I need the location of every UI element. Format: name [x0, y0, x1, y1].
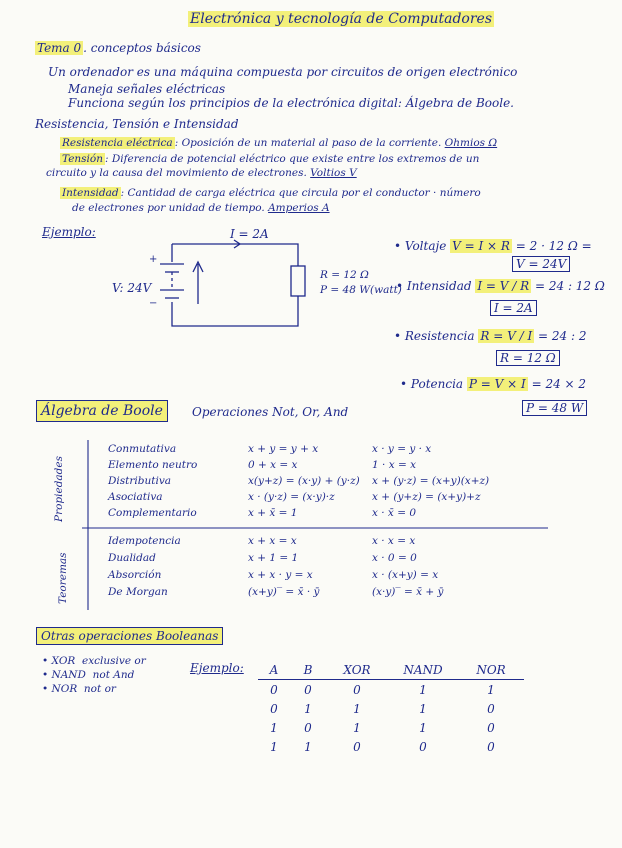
table-cell: 0 [419, 739, 427, 754]
table-cell: 0 [270, 682, 278, 697]
circuit-power: P = 48 W(watt) [320, 284, 402, 296]
page-title: Electrónica y tecnología de Computadores [190, 11, 493, 27]
law-and: (x·y)‾ = x̄ + ȳ [372, 586, 444, 598]
ejemplo-label: Ejemplo: [42, 225, 96, 239]
truth-table-header [258, 660, 524, 680]
formula-voltaje: • Voltaje V = I × R = 2 · 12 Ω = [394, 239, 592, 253]
law-or: x + y = y + x [248, 443, 319, 455]
otras-item-nand: • NAND not And [42, 669, 135, 681]
law-and: x · x̄ = 0 [372, 507, 417, 519]
table-cell: 1 [353, 701, 361, 716]
rti-heading: Resistencia, Tensión e Intensidad [35, 117, 239, 131]
law-or: x + 1 = 1 [248, 552, 299, 564]
law-name: Elemento neutro [108, 459, 198, 471]
law-name: De Morgan [108, 586, 168, 598]
def-resistencia: Resistencia eléctrica : Oposición de un material al paso de la corriente. Ohmios Ω [62, 137, 498, 149]
def-intensidad-line2: de electrones por unidad de tiempo. Amperios A [72, 202, 330, 214]
table-cell: 0 [487, 739, 495, 754]
otras-item-nor: • NOR not or [42, 683, 116, 695]
def-tension: Tensión : Diferencia de potencial eléctrico que existe entre los extremos de un [62, 153, 480, 165]
table-cell: 0 [304, 720, 312, 735]
law-or: x(y+z) = (x·y) + (y·z) [248, 475, 360, 487]
law-and: x + (y+z) = (x+y)+z [372, 491, 481, 503]
table-cell: 0 [353, 682, 361, 697]
header-xor: XOR [343, 662, 371, 677]
table-row [258, 737, 524, 756]
formula-potencia: • Potencia P = V × I = 24 × 2 [400, 377, 587, 391]
table-row [258, 680, 524, 700]
law-or: x + x · y = x [248, 569, 313, 581]
table-cell: 1 [304, 739, 312, 754]
law-or: x · (y·z) = (x·y)·z [248, 491, 335, 503]
law-name: Dualidad [108, 552, 156, 564]
table-cell: 1 [270, 720, 278, 735]
intro-line-3: Funciona según los principios de la electrónica digital: Álgebra de Boole. [68, 96, 514, 110]
propiedades-label: Propiedades [53, 455, 65, 522]
boole-operations: Operaciones Not, Or, And [192, 405, 349, 419]
law-or: (x+y)‾ = x̄ · ȳ [248, 586, 320, 598]
circuit-voltage: V: 24V [112, 281, 152, 295]
answer-voltaje: V = 24V [512, 258, 570, 270]
table-row [258, 718, 524, 737]
law-name: Idempotencia [108, 535, 181, 547]
otras-ejemplo-label: Ejemplo: [190, 661, 244, 675]
table-row [258, 699, 524, 718]
table-cell: 1 [487, 682, 495, 697]
law-name: Distributiva [108, 475, 172, 487]
table-cell: 0 [270, 701, 278, 716]
law-and: x + (y·z) = (x+y)(x+z) [372, 475, 490, 487]
table-cell: 0 [487, 701, 495, 716]
law-name: Conmutativa [108, 443, 177, 455]
law-and: x · x = x [372, 535, 416, 547]
def-tension-line2: circuito y la causa del movimiento de electrones. Voltios V [46, 167, 357, 179]
answer-resistencia: R = 12 Ω [496, 352, 560, 364]
law-or: 0 + x = x [248, 459, 298, 471]
law-name: Asociativa [108, 491, 163, 503]
otras-title: Otras operaciones Booleanas [36, 630, 223, 642]
header-b: B [303, 662, 313, 677]
boole-title: Álgebra de Boole [36, 404, 168, 418]
def-intensidad: Intensidad : Cantidad de carga eléctrica que circula por el conductor · número [62, 187, 481, 199]
truth-table [258, 660, 524, 756]
law-and: x · y = y · x [372, 443, 432, 455]
intro-line-1: Un ordenador es una máquina compuesta por circuitos de origen electrónico [48, 65, 518, 79]
otras-item-xor: • XOR exclusive or [42, 655, 146, 667]
answer-intensidad: I = 2A [490, 302, 537, 314]
battery-plus: + [149, 254, 158, 265]
law-and: x · 0 = 0 [372, 552, 417, 564]
table-cell: 1 [353, 720, 361, 735]
answer-potencia: P = 48 W [522, 402, 587, 414]
battery-minus: − [149, 298, 158, 309]
header-nor: NOR [476, 662, 506, 677]
law-and: 1 · x = x [372, 459, 417, 471]
table-cell: 1 [419, 720, 427, 735]
header-nand: NAND [403, 662, 443, 677]
table-cell: 1 [419, 701, 427, 716]
table-cell: 0 [304, 682, 312, 697]
formula-intensidad: • Intensidad I = V / R = 24 : 12 Ω [396, 279, 605, 293]
table-cell: 1 [304, 701, 312, 716]
circuit-current: I = 2A [230, 227, 269, 241]
law-name: Complementario [108, 507, 197, 519]
header-a: A [269, 662, 279, 677]
intro-line-2: Maneja señales eléctricas [68, 82, 226, 96]
topic-heading: Tema 0 . conceptos básicos [37, 41, 201, 55]
law-name: Absorción [108, 569, 162, 581]
table-cell: 0 [353, 739, 361, 754]
circuit-resistance: R = 12 Ω [320, 269, 369, 281]
table-cell: 1 [419, 682, 427, 697]
teoremas-label: Teoremas [57, 552, 69, 604]
law-and: x · (x+y) = x [372, 569, 439, 581]
table-cell: 1 [270, 739, 278, 754]
law-or: x + x̄ = 1 [248, 507, 298, 519]
table-cell: 0 [487, 720, 495, 735]
law-or: x + x = x [248, 535, 297, 547]
formula-resistencia: • Resistencia R = V / I = 24 : 2 [394, 329, 587, 343]
